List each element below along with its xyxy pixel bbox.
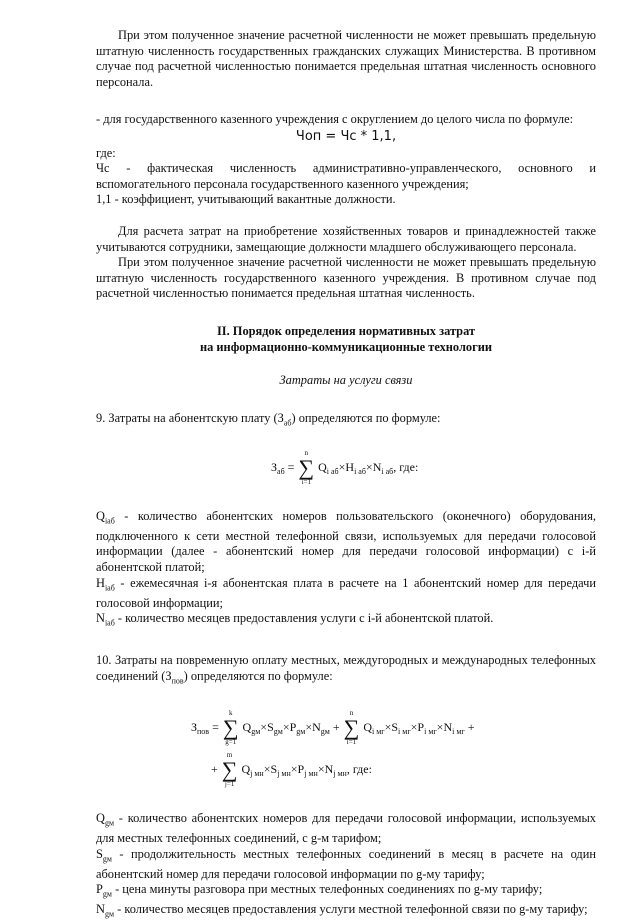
section-heading — [96, 324, 596, 355]
formula-time-based-fee-line-1: $З_{пов}$ = k ∑ g=1 $Q_{gм}\times S_{gм}\times P_{gм}\times N_{gм}$ + n ∑ i=1 $Q_{i мг}\times S_{i мг}\times P_{i мг}\times N_{i мг}$ + — [191, 708, 475, 746]
definition-n-gm: $N_{gм}$ - количество месяцев предоставления услуги местной телефонной связи по g-му тарифу; — [96, 902, 588, 919]
sum-symbol: n ∑ i=1 — [298, 448, 315, 486]
sum-symbol: n ∑ i=1 — [343, 708, 360, 746]
paragraph-9-intro: 9. Затраты на абонентскую плату $(З_{аб})$ определяются по формуле: — [96, 410, 441, 428]
paragraph-institution-formula-intro: - для государственного казенного учреждения с округлением до целого числа по формуле: — [96, 112, 574, 127]
definition-s-gm: $S_{gм}$ - продолжительность местных телефонных соединений в месяц в расчете на один абонентский номер для передачи голосовой информации по g-му тарифу; — [96, 846, 596, 881]
definition-coefficient: 1,1 - коэффициент, учитывающий вакантные должности. — [96, 192, 396, 207]
paragraph-limit-ministry: При этом полученное значение расчетной численности не может превышать предельную штатную численность государственных гражданских служащих Министерства. В противном случае под расчетной численностью понимается предельная штатная численность основного персонала. — [96, 28, 596, 89]
paragraph-household-goods: Для расчета затрат на приобретение хозяйственных товаров и принадлежностей также учитываются сотрудники, замещающие должности младшего обслуживающего персонала. — [96, 223, 596, 254]
paragraph-10-intro: 10. Затраты на повременную оплату местных, междугородных и международных телефонных соединений $(З_{пов})$ определяются по формуле: — [96, 653, 596, 686]
paragraph-limit-institution: При этом полученное значение расчетной численности не может превышать предельную штатную численность государственного казенного учреждения. В противном случае под расчетной численностью понимается предельная штатная численность. — [96, 255, 596, 301]
definition-n-iab: $N_{iаб}$ - количество месяцев предоставления услуги с i-й абонентской платой. — [96, 611, 494, 628]
definition-q-gm: $Q_{gм}$ - количество абонентских номеров для передачи голосовой информации, используемых для местных телефонных соединений, с g-м тарифом; — [96, 810, 596, 846]
definition-p-gm: $P_{gм}$ - цена минуты разговора при местных телефонных соединениях по g-му тарифу; — [96, 882, 543, 899]
definition-q-iab: $Q_{iаб}$ - количество абонентских номеров пользовательского (оконечного) оборудования, подключенного к сети местной телефонной связи, используемых для передачи голосовой информации (далее - абонентский номер для передачи голосовой информации) с i-й абонентской платой; — [96, 508, 596, 574]
formula-time-based-fee-line-2: + m ∑ j=1 $Q_{j мн}\times S_{j мн}\times P_{j мн}\times N_{j мн}$, где: — [211, 750, 372, 788]
formula-chop: Чоп = Чс * 1,1, — [295, 128, 397, 144]
definition-h-iab: $H_{iаб}$ - ежемесячная i-я абонентская плата в расчете на 1 абонентский номер для передачи голосовой информации; — [96, 575, 596, 610]
definition-chs: Чс - фактическая численность административно-управленческого, основного и вспомогательного персонала государственного казенного учреждения; — [96, 161, 596, 191]
subsection-heading: Затраты на услуги связи — [279, 373, 413, 388]
section-heading-line-2: на информационно-коммуникационные технологии — [199, 339, 493, 354]
sum-symbol: m ∑ j=1 — [221, 750, 238, 788]
formula-subscription-fee: $З_{аб}$ = n ∑ i=1 $Q_{i аб}\times H_{i аб}\times N_{i аб}$, где: — [271, 448, 419, 486]
section-heading-line-1: II. Порядок определения нормативных затрат — [216, 323, 476, 338]
sum-symbol: k ∑ g=1 — [222, 708, 239, 746]
where-label: где: — [96, 145, 116, 160]
